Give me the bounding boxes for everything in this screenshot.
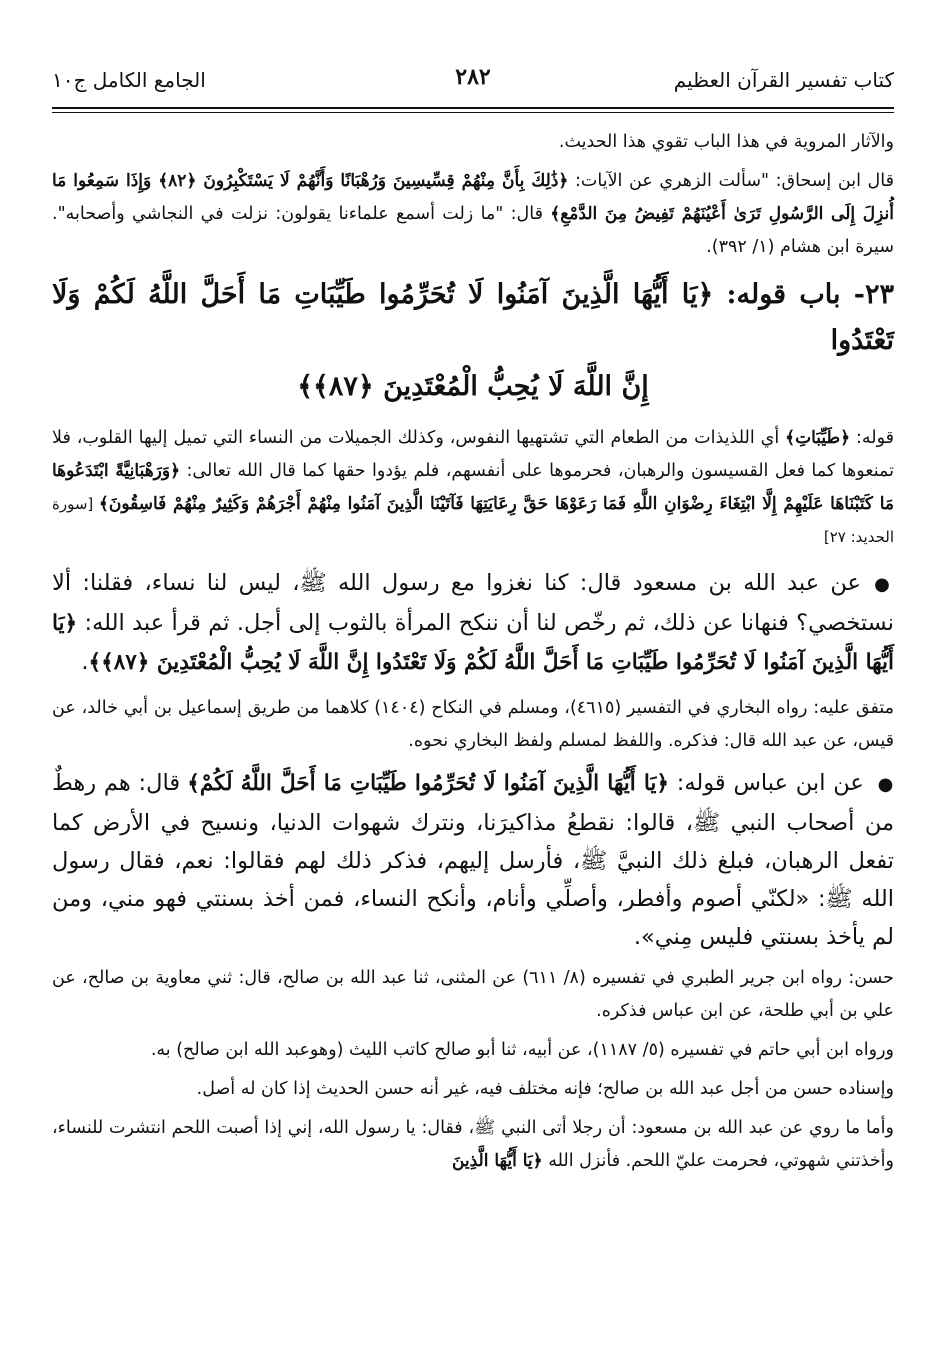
text: قال: هم رهطٌ من أصحاب النبي ﷺ، قالوا: نقطعُ مذاكيرَنا، ونترك شهوات الدنيا، ونسيح في الأرض كما تفعل الرهبان، فبلغ ذلك النبيَّ ﷺ، فأرسل إليهم، فذكر ذلك لهم فقالوا: نعم، فقال رسول الله ﷺ: «لكنّي أصوم وأفطر، وأصلِّي وأنام، وأنكح النساء، فمن أخذ بسنتي فهو مني، ومن لم يأخذ بسنتي فليس مِني». — [52, 770, 894, 950]
text: عن ابن عباس قوله: — [668, 770, 872, 796]
surah-reference: [سورة الحديد: ٢٧] — [52, 495, 894, 546]
hadith-ibn-abbas — [52, 764, 894, 956]
header-rule — [52, 107, 894, 113]
chapter-verse-end: إِنَّ اللَّهَ لَا يُحِبُّ الْمُعْتَدِينَ ﴿٨٧﴾﴾ — [297, 371, 649, 402]
book-title: كتاب تفسير القرآن العظيم — [673, 68, 894, 92]
quran-verse: ﴿يَا أَيُّهَا الَّذِينَ آمَنُوا لَا تُحَرِّمُوا طَيِّبَاتِ مَا أَحَلَّ اللَّهُ لَكُمْ﴾ — [187, 771, 669, 796]
paragraph-intro: والآثار المروية في هذا الباب تقوي هذا الحديث. — [558, 132, 894, 152]
text: قوله: — [850, 428, 894, 448]
paragraph-tayyibat — [52, 422, 894, 554]
quran-verse: ﴿يَا أَيُّهَا الَّذِينَ آمَنُوا لَا تُحَرِّمُوا طَيِّبَاتِ مَا أَحَلَّ اللَّهُ لَكُمْ وَلَا تَعْتَدُوا إِنَّ اللَّهَ لَا يُحِبُّ الْمُعْتَدِينَ ﴿٨٧﴾﴾ — [52, 611, 894, 675]
quran-verse: ﴿ذَٰلِكَ بِأَنَّ مِنْهُمْ قِسِّيسِينَ وَرُهْبَانًا وَأَنَّهُمْ لَا يَسْتَكْبِرُونَ ﴿٨٢﴾ وَإِذَا سَمِعُوا مَا أُنزِلَ إِلَى الرَّسُولِ تَرَىٰ أَعْيُنَهُمْ تَفِيضُ مِنَ الدَّمْعِ﴾ — [52, 171, 894, 224]
bullet-icon: ● — [877, 774, 894, 795]
chapter-verse: ﴿يَا أَيُّهَا الَّذِينَ آمَنُوا لَا تُحَرِّمُوا طَيِّبَاتِ مَا أَحَلَّ اللَّهُ لَكُمْ وَلَا تَعْتَدُوا — [52, 279, 894, 356]
chapter-label: ٢٣- باب قوله: — [713, 279, 894, 310]
page-number: ٢٨٢ — [455, 64, 491, 90]
takhrij-hasan: حسن: رواه ابن جرير الطبري في تفسيره (٨/ ٦١١) عن المثنى، ثنا عبد الله بن صالح، قال: ثني معاوية بن صالح، عن علي بن أبي طلحة، عن ابن عباس فذكره. — [52, 968, 894, 1021]
quran-word: ﴿طَيِّبَاتِ﴾ — [785, 428, 851, 448]
page-body — [52, 126, 894, 1178]
text: أي اللذيذات من الطعام التي تشتهيها النفوس، وكذلك الجميلات من النساء التي تميل إليها القلوب، فلا تمنعوها كما فعل القسيسون والرهبان، فحرموها على أنفسهم، فلم يؤدوا حقها كما قال الله تعالى: — [52, 428, 894, 481]
paragraph-ibn-masud-meat — [52, 1112, 894, 1178]
text: قال ابن إسحاق: "سألت الزهري عن الآيات: — [568, 171, 894, 191]
quran-verse: ﴿يَا أَيُّهَا الَّذِينَ — [451, 1151, 543, 1171]
bullet-icon: ● — [874, 574, 894, 595]
isnad-note: وإسناده حسن من أجل عبد الله بن صالح؛ فإنه مختلف فيه، غير أنه حسن الحديث إذا كان له أصل. — [196, 1079, 894, 1099]
volume-title: الجامع الكامل ج١٠ — [52, 68, 206, 92]
chapter-heading-line1 — [52, 272, 894, 364]
hadith-ibn-masud — [52, 564, 894, 682]
text: عن عبد الله بن مسعود قال: كنا نغزوا مع رسول الله ﷺ، ليس لنا نساء، فقلنا: ألا نستخصي؟ فنهانا عن ذلك، ثم رخّص لنا أن ننكح المرأة بالثوب إلى أجل. ثم قرأ عبد الله: — [52, 570, 894, 636]
takhrij-ibn-abi-hatim: ورواه ابن أبي حاتم في تفسيره (٥/ ١١٨٧)، عن أبيه، ثنا أبو صالح كاتب الليث (وهوعبد الله ابن صالح) به. — [150, 1040, 894, 1060]
chapter-heading — [52, 272, 894, 410]
text: قال: "ما زلت أسمع علماءنا يقولون: نزلت في النجاشي وأصحابه". سيرة ابن هشام (١/ ٣٩٢). — [52, 204, 894, 257]
text: وأما ما روي عن عبد الله بن مسعود: أن رجلا أتى النبي ﷺ، فقال: يا رسول الله، إني إذا أصبت اللحم انتشرت للنساء، وأخذتني شهوتي، فحرمت عليّ اللحم. فأنزل الله — [52, 1118, 894, 1171]
quran-verse: ﴿وَرَهْبَانِيَّةً ابْتَدَعُوهَا مَا كَتَبْنَاهَا عَلَيْهِمْ إِلَّا ابْتِغَاءَ رِضْوَانِ اللَّهِ فَمَا رَعَوْهَا حَقَّ رِعَايَتِهَا فَآتَيْنَا الَّذِينَ آمَنُوا مِنْهُمْ أَجْرَهُمْ وَكَثِيرٌ مِنْهُمْ فَاسِقُونَ﴾ — [52, 461, 895, 514]
text: . — [81, 649, 89, 675]
page-header — [52, 62, 894, 102]
takhrij-muttafaq: متفق عليه: رواه البخاري في التفسير (٤٦١٥)، ومسلم في النكاح (١٤٠٤) كلاهما من طريق إسماعيل بن أبي خالد، عن قيس، عن عبد الله قال: فذكره. واللفظ لمسلم ولفظ البخاري نحوه. — [52, 698, 894, 751]
paragraph-ibn-ishaq — [52, 165, 894, 264]
